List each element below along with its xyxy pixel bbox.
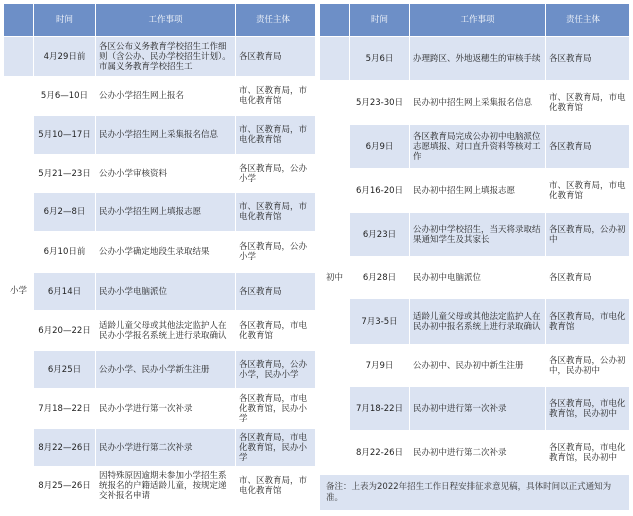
row-date: 6月16-20日	[350, 169, 410, 213]
row-item: 公办初中学校招生，当天将录取结果通知学生及其家长	[410, 213, 546, 257]
table-row	[4, 37, 316, 77]
row-item: 公办初中、民办初中新生注册	[410, 345, 546, 387]
table-row	[320, 257, 630, 299]
row-date: 6月10日前	[34, 232, 96, 273]
row-item: 因特殊原因逾期未参加小学招生系统报名的户籍适龄儿童，按规定递交补报名申请	[96, 467, 236, 505]
row-date: 6月25日	[34, 351, 96, 389]
row-date: 6月20—22日	[34, 311, 96, 351]
table-row	[4, 311, 316, 351]
row-owner: 市、区教育局，市电化教育馆	[236, 193, 316, 232]
row-owner: 市、区教育局，市电化教育馆	[236, 77, 316, 116]
row-item: 民办初中招生网上采集报名信息	[410, 81, 546, 125]
row-date: 6月9日	[350, 125, 410, 169]
row-date: 5月10—17日	[34, 116, 96, 155]
row-owner: 各区教育局，公办小学	[236, 155, 316, 193]
table-row	[4, 155, 316, 193]
header-owner: 责任主体	[546, 4, 630, 37]
column-divider	[315, 3, 318, 511]
row-owner: 各区教育局	[546, 125, 630, 169]
header-time: 时间	[34, 4, 96, 37]
row-item: 公办小学审核资料	[96, 155, 236, 193]
row-date: 5月21—23日	[34, 155, 96, 193]
header-blank	[320, 4, 350, 37]
row-date: 7月18-22日	[350, 387, 410, 431]
row-item: 民办小学招生网上填报志愿	[96, 193, 236, 232]
header-time: 时间	[350, 4, 410, 37]
table-row	[320, 387, 630, 431]
table-note: 备注：上表为2022年招生工作日程安排征求意见稿，具体时间以正式通知为准。	[320, 475, 630, 511]
row-owner: 各区教育局，公办初中	[546, 213, 630, 257]
primary-header-row	[4, 4, 316, 37]
row-date: 5月23-30日	[350, 81, 410, 125]
row-owner: 市、区教育局，市电化教育馆	[236, 467, 316, 505]
note-row	[320, 475, 630, 511]
header-blank	[4, 4, 34, 37]
row-owner: 各区教育局，公办小学	[236, 232, 316, 273]
table-row	[4, 467, 316, 505]
row-owner: 各区教育局，市电化教育馆，民办小学	[236, 389, 316, 429]
header-item: 工作事项	[96, 4, 236, 37]
table-row	[4, 232, 316, 273]
row-owner: 市、区教育局，市电化教育馆	[546, 81, 630, 125]
row-date: 6月2—8日	[34, 193, 96, 232]
row-owner: 各区教育局，市电化教育馆，民办小学	[236, 429, 316, 467]
row-item: 民办小学招生网上采集报名信息	[96, 116, 236, 155]
row-item: 公办小学确定地段生录取结果	[96, 232, 236, 273]
row-owner: 各区教育局	[236, 37, 316, 77]
row-date: 5月6日	[350, 37, 410, 81]
row-item: 适龄儿童父母或其他法定监护人在民办初中报名系统上进行录取确认	[410, 299, 546, 345]
row-owner: 各区教育局，公办小学，民办小学	[236, 351, 316, 389]
table-row	[320, 169, 630, 213]
row-item: 公办小学、民办小学新生注册	[96, 351, 236, 389]
header-owner: 责任主体	[236, 4, 316, 37]
row-item: 办理跨区、外地返穗生的审核手续	[410, 37, 546, 81]
row-item: 民办小学进行第二次补录	[96, 429, 236, 467]
middle-header-row	[320, 4, 630, 37]
row-item: 民办小学电脑派位	[96, 273, 236, 311]
row-date: 6月28日	[350, 257, 410, 299]
row-owner: 各区教育局，公办初中，民办初中	[546, 345, 630, 387]
row-owner: 各区教育局，市电化教育馆，民办初中	[546, 387, 630, 431]
row-owner: 各区教育局，市电化教育馆	[236, 311, 316, 351]
group-blank	[4, 37, 34, 77]
row-date: 7月18—22日	[34, 389, 96, 429]
table-row	[4, 77, 316, 116]
row-date: 5月6—10日	[34, 77, 96, 116]
row-item: 各区教育局完成公办初中电脑派位志愿填报、对口直升资料等核对工作	[410, 125, 546, 169]
row-date: 8月22—26日	[34, 429, 96, 467]
row-owner: 市、区教育局，市电化教育馆	[236, 116, 316, 155]
header-item: 工作事项	[410, 4, 546, 37]
row-date: 4月29日前	[34, 37, 96, 77]
row-owner: 各区教育局	[546, 37, 630, 81]
group-blank	[320, 37, 350, 81]
table-row	[320, 345, 630, 387]
table-row	[320, 299, 630, 345]
row-item: 民办初中进行第二次补录	[410, 431, 546, 475]
row-owner: 各区教育局，市电化教育馆	[546, 299, 630, 345]
row-item: 民办初中进行第一次补录	[410, 387, 546, 431]
group-label-middle: 初中	[320, 81, 350, 475]
table-row	[320, 81, 630, 125]
row-item: 民办初中招生网上填报志愿	[410, 169, 546, 213]
row-date: 8月25—26日	[34, 467, 96, 505]
middle-school-schedule-table	[319, 3, 630, 511]
row-item: 公办小学招生网上报名	[96, 77, 236, 116]
row-owner: 各区教育局	[546, 257, 630, 299]
row-item: 民办初中电脑派位	[410, 257, 546, 299]
table-row	[320, 431, 630, 475]
row-owner: 各区教育局，市电化教育馆，民办初中	[546, 431, 630, 475]
primary-schedule-table	[3, 3, 316, 505]
row-item: 适龄儿童父母或其他法定监护人在民办小学报名系统上进行录取确认	[96, 311, 236, 351]
table-row	[4, 429, 316, 467]
table-row	[4, 116, 316, 155]
table-row	[4, 351, 316, 389]
table-row	[4, 193, 316, 232]
row-date: 7月9日	[350, 345, 410, 387]
table-row	[4, 273, 316, 311]
row-owner: 市、区教育局，市电化教育馆	[546, 169, 630, 213]
table-row	[320, 125, 630, 169]
table-row	[4, 389, 316, 429]
table-row	[320, 213, 630, 257]
row-date: 6月14日	[34, 273, 96, 311]
row-item: 民办小学进行第一次补录	[96, 389, 236, 429]
table-row	[320, 37, 630, 81]
group-label-primary: 小学	[4, 77, 34, 505]
row-date: 6月23日	[350, 213, 410, 257]
row-date: 7月3-5日	[350, 299, 410, 345]
row-item: 各区公布义务教育学校招生工作细则（含公办、民办学校招生计划）。市属义务教育学校招生工	[96, 37, 236, 77]
row-owner: 各区教育局	[236, 273, 316, 311]
row-date: 8月22-26日	[350, 431, 410, 475]
